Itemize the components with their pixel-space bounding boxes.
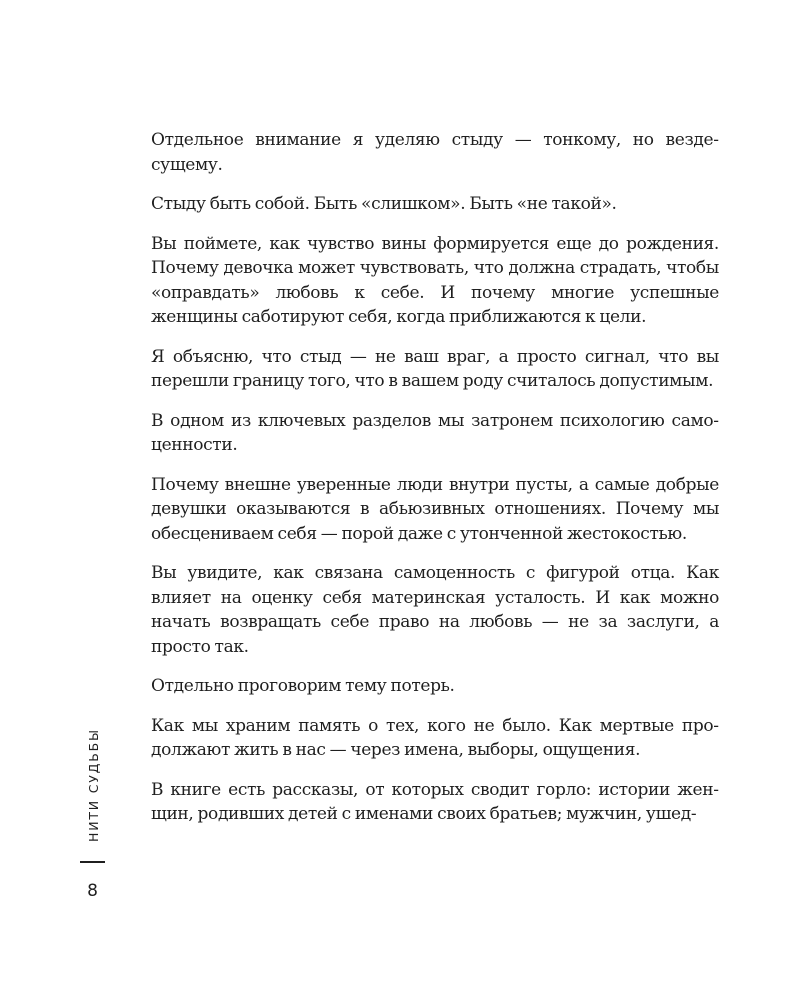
folio-divider-rule <box>80 861 105 863</box>
page-body-text <box>151 128 719 827</box>
paragraph-6: Почему внешне уверенные люди внутри пусты, а самые добрые девушки оказываются в абьюзивных отношениях. Почему мы обесцениваем себя — порой даже с утонченной жестокостью. <box>151 474 719 544</box>
paragraph-4: Я объясню, что стыд — не ваш враг, а просто сигнал, что вы перешли границу того, что в вашем роду считалось допустимым. <box>151 346 719 391</box>
paragraph-3: Вы поймете, как чувство вины формируется еще до рождения. Почему девочка может чувствовать, что должна страдать, чтобы «оправдать» любовь к себе. И почему многие успешные женщины саботируют себя, когда приближаются к цели. <box>151 233 719 327</box>
paragraph-8: Отдельно проговорим тему потерь. <box>151 676 455 696</box>
running-head-book-title: НИТИ СУДЬБЫ <box>86 728 101 842</box>
page-number: 8 <box>87 881 98 901</box>
paragraph-10: В книге есть рассказы, от которых сводит горло: истории женщин, родивших детей с именами своих братьев; мужчин, ушед- <box>151 779 719 824</box>
paragraph-1: Отдельное внимание я уделяю стыду — тонкому, но вездесущему. <box>151 130 719 175</box>
paragraph-9: Как мы храним память о тех, кого не было. Как мертвые продолжают жить в нас — через имена, выборы, ощущения. <box>151 715 719 760</box>
paragraph-5: В одном из ключевых разделов мы затронем психологию самоценности. <box>151 410 719 455</box>
paragraph-2: Стыду быть собой. Быть «слишком». Быть «не такой». <box>151 194 617 214</box>
paragraph-7: Вы увидите, как связана самоценность с фигурой отца. Как влияет на оценку себя материнская усталость. И как можно начать возвращать себе право на любовь — не за заслуги, а просто так. <box>151 563 719 657</box>
